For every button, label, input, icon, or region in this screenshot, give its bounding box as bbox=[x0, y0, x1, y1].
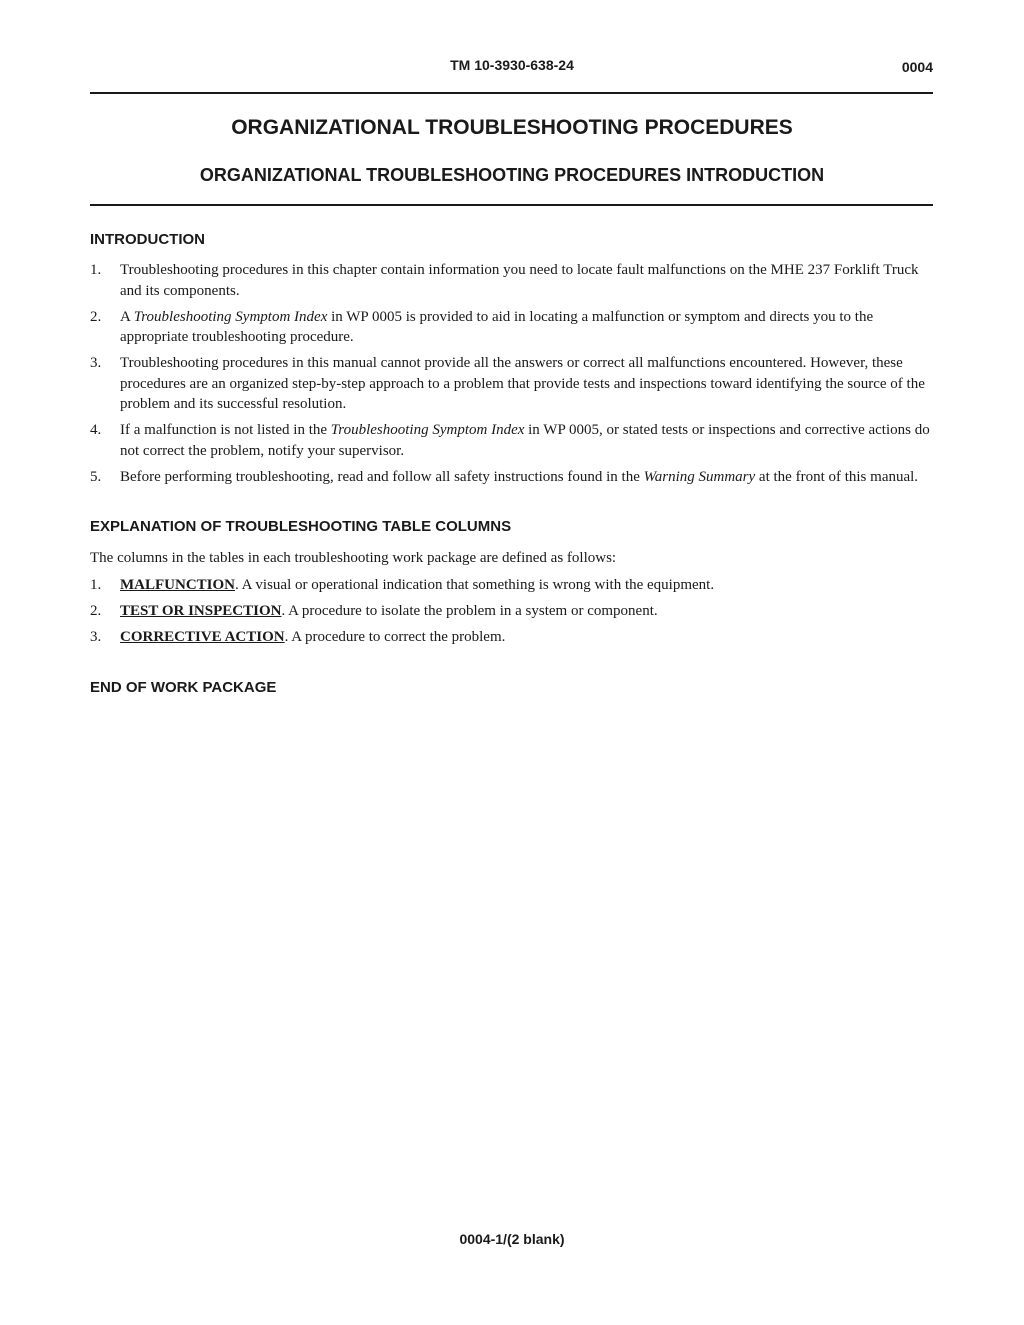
item-number: 5. bbox=[90, 468, 102, 485]
term-corrective-action: CORRECTIVE ACTION bbox=[120, 629, 285, 645]
list-item bbox=[90, 420, 935, 461]
term-description: . A visual or operational indication that something is wrong with the equipment. bbox=[235, 577, 715, 593]
introduction-list bbox=[90, 260, 935, 493]
work-package-number: 0004 bbox=[901, 59, 933, 75]
list-item bbox=[90, 467, 935, 488]
header-rule bbox=[90, 92, 933, 94]
page-number: 0004-1/(2 blank) bbox=[459, 1231, 565, 1247]
term-malfunction: MALFUNCTION bbox=[120, 577, 235, 593]
list-item bbox=[90, 601, 935, 622]
item-number: 3. bbox=[90, 629, 102, 645]
title-rule bbox=[90, 204, 933, 206]
list-item bbox=[90, 353, 935, 415]
item-text-pre: A bbox=[120, 308, 134, 325]
item-text-post: at the front of this manual. bbox=[755, 468, 919, 485]
item-number: 2. bbox=[90, 308, 102, 325]
term-description: . A procedure to isolate the problem in a system or component. bbox=[281, 603, 658, 619]
page-title: ORGANIZATIONAL TROUBLESHOOTING PROCEDURES bbox=[231, 116, 793, 139]
item-number: 4. bbox=[90, 422, 102, 438]
list-item bbox=[90, 260, 935, 301]
page-subtitle: ORGANIZATIONAL TROUBLESHOOTING PROCEDURES INTRODUCTION bbox=[199, 165, 825, 185]
symptom-index-reference: Troubleshooting Symptom Index bbox=[133, 308, 328, 325]
item-text: Troubleshooting procedures in this manual cannot provide all the answers or correct all malfunctions encountered. However, these procedures are an organized step-by-step approach to a problem that provide tests and inspections toward identifying the source of the problem and its successful resolution. bbox=[120, 355, 925, 412]
item-text-post: in WP 0005, or stated tests or inspections and corrective actions do not correct the problem, notify your supervisor. bbox=[120, 422, 930, 459]
warning-summary-reference: Warning Summary bbox=[643, 468, 756, 485]
item-text-post: in WP 0005 is provided to aid in locating a malfunction or symptom and directs you to the appropriate troubleshooting procedure. bbox=[120, 308, 874, 345]
item-number: 1. bbox=[90, 262, 102, 278]
item-number: 1. bbox=[90, 577, 102, 593]
item-number: 2. bbox=[90, 603, 102, 619]
term-test-or-inspection: TEST OR INSPECTION bbox=[120, 603, 282, 619]
introduction-heading: INTRODUCTION bbox=[90, 231, 205, 248]
explanation-list bbox=[90, 575, 935, 653]
tm-number: TM 10-3930-638-24 bbox=[450, 57, 574, 73]
explanation-intro: The columns in the tables in each troubleshooting work package are defined as follows: bbox=[90, 550, 617, 566]
end-of-work-package: END OF WORK PACKAGE bbox=[90, 679, 277, 696]
item-text-pre: If a malfunction is not listed in the bbox=[120, 422, 331, 438]
list-item bbox=[90, 575, 935, 596]
item-number: 3. bbox=[90, 355, 102, 371]
item-text: Troubleshooting procedures in this chapter contain information you need to locate fault malfunctions on the MHE 237 Forklift Truck and its components. bbox=[120, 262, 919, 299]
explanation-heading: EXPLANATION OF TROUBLESHOOTING TABLE COLUMNS bbox=[90, 518, 512, 535]
list-item bbox=[90, 627, 935, 648]
list-item bbox=[90, 307, 935, 348]
symptom-index-reference: Troubleshooting Symptom Index bbox=[330, 422, 525, 438]
term-description: . A procedure to correct the problem. bbox=[284, 629, 506, 645]
item-text-pre: Before performing troubleshooting, read and follow all safety instructions found in the bbox=[120, 468, 644, 485]
